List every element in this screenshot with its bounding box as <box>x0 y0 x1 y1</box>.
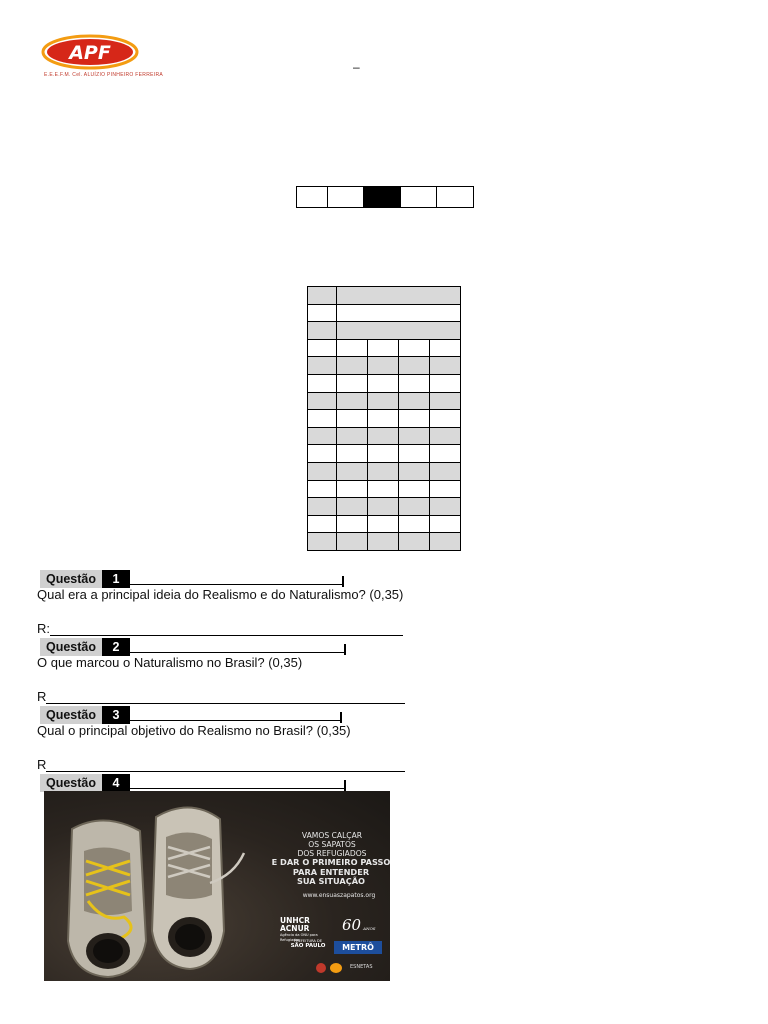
grade-box <box>401 187 437 207</box>
metro-logo: METRÔ <box>334 941 382 954</box>
sponsor-logo-red <box>316 963 326 973</box>
question-2-text: O que marcou o Naturalismo no Brasil? (0,35) <box>37 655 303 670</box>
answer-2-line[interactable] <box>37 689 405 704</box>
question-2-header <box>40 638 346 656</box>
answer-3-line[interactable] <box>37 757 405 772</box>
answer-prefix: R <box>37 689 47 704</box>
question-1-text: Qual era a principal ideia do Realismo e do Naturalismo? (0,35) <box>37 587 404 602</box>
question-1-header <box>40 570 344 588</box>
answer-underline <box>50 623 403 636</box>
refugee-campaign-poster <box>44 791 390 981</box>
question-3-text: Qual o principal objetivo do Realismo no Brasil? (0,35) <box>37 723 351 738</box>
answer-underline <box>46 759 405 772</box>
grade-box <box>297 187 328 207</box>
question-number: 3 <box>102 706 130 724</box>
answer-prefix: R <box>37 757 47 772</box>
logo-caption: E.E.E.F.M. Cel. ALUÍZIO PINHEIRO FERREIRA <box>44 72 163 78</box>
poster-headline: VAMOS CALÇAR OS SAPATOS DOS REFUGIADOS <box>297 831 367 858</box>
question-number: 4 <box>102 774 130 792</box>
unhcr-logo: UNHCR ACNUR Agência da ONU para Refugiados <box>280 916 318 942</box>
question-3-header <box>40 706 342 724</box>
question-4-header <box>40 774 346 792</box>
poster-url: www.ensuaszapatos.org <box>302 892 376 899</box>
question-rule-end <box>344 780 346 791</box>
right-sneaker <box>152 807 244 969</box>
question-rule <box>130 642 344 653</box>
poster-headline-bold: E DAR O PRIMEIRO PASSO PARA ENTENDER SUA SITUAÇÃO <box>271 857 390 886</box>
question-label: Questão <box>40 570 102 588</box>
question-number: 2 <box>102 638 130 656</box>
question-label: Questão <box>40 638 102 656</box>
question-rule-end <box>340 712 342 723</box>
logo-text: APF <box>69 42 111 64</box>
question-label: Questão <box>40 706 102 724</box>
answer-underline <box>46 691 405 704</box>
header-dash: – <box>353 60 360 74</box>
prefeitura-logo: PREFEITURA DE SÃO PAULO <box>290 939 326 949</box>
answer-1-line[interactable] <box>37 621 403 636</box>
question-rule-end <box>342 576 344 587</box>
left-sneaker <box>68 820 146 977</box>
question-rule <box>130 574 342 585</box>
grade-box <box>328 187 364 207</box>
answer-prefix: R: <box>37 621 50 636</box>
question-number: 1 <box>102 570 130 588</box>
question-rule-end <box>344 644 346 655</box>
sponsor-logo-text: ESNETAS <box>350 964 373 970</box>
grade-box-filled <box>364 187 401 207</box>
question-rule <box>130 778 344 789</box>
anniversary-60-logo: 60 ANOS <box>342 916 376 934</box>
sponsor-logo-orange <box>330 963 342 973</box>
question-label: Questão <box>40 774 102 792</box>
grade-boxes <box>296 186 474 208</box>
answer-grid <box>307 286 461 551</box>
grade-box <box>437 187 473 207</box>
question-rule <box>130 710 340 721</box>
